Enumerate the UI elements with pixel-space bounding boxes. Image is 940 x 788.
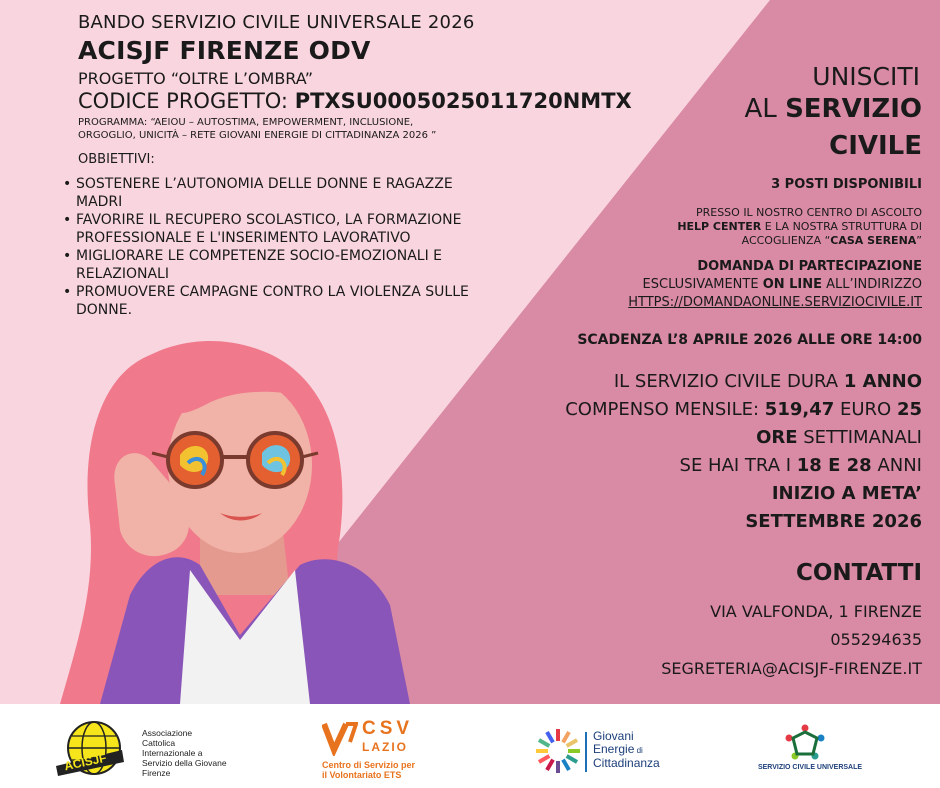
join-al: AL	[744, 94, 786, 124]
org-name: ACISJF FIRENZE ODV	[78, 36, 371, 65]
pay-line	[462, 396, 922, 424]
divider	[585, 732, 587, 772]
help-center: HELP CENTER	[677, 220, 762, 233]
locations-line: PRESSO IL NOSTRO CENTRO DI ASCOLTO	[695, 206, 922, 219]
servizio-civile-logo	[745, 722, 875, 782]
deadline: SCADENZA L’8 APRILE 2026 ALLE ORE 14:00	[577, 332, 922, 348]
application-text: ESCLUSIVAMENTE	[642, 277, 763, 292]
locations-line	[622, 220, 922, 234]
duration-value: 1 ANNO	[843, 371, 922, 392]
bando-title: BANDO SERVIZIO CIVILE UNIVERSALE 2026	[78, 12, 475, 33]
contacts-title: CONTATTI	[795, 560, 922, 586]
hours-value: 25	[896, 399, 922, 420]
contact-email[interactable]: SEGRETERIA@ACISJF-FIRENZE.IT	[661, 659, 922, 678]
locations-text: ”	[916, 234, 922, 247]
star-figures-icon	[783, 724, 827, 760]
age-range: 18 E 28	[796, 455, 872, 476]
sunburst-icon	[535, 728, 581, 774]
detail-text: ANNI	[871, 455, 922, 476]
objective-item: • PROMUOVERE CAMPAGNE CONTRO LA VIOLENZA SULLE DONNE.	[60, 283, 500, 319]
application-text: ALL’INDIRIZZO	[822, 277, 922, 292]
gec-word: di	[634, 746, 643, 755]
programme-text	[78, 116, 518, 142]
giovani-energie-logo	[535, 728, 695, 778]
application-title: DOMANDA DI PARTECIPAZIONE	[697, 259, 922, 274]
start-line: INIZIO A META’	[771, 483, 922, 504]
project-code-label: CODICE PROGETTO:	[78, 89, 295, 113]
online-bold: ON LINE	[762, 277, 823, 292]
application-url-link[interactable]: HTTPS://DOMANDAONLINE.SERVIZIOCIVILE.IT	[628, 295, 922, 310]
acisjf-logo	[52, 718, 232, 778]
csv-caption-line: il Volontariato ETS	[322, 770, 402, 780]
acisjf-logo-text: ACISJF	[63, 750, 108, 774]
join-heading-line2	[745, 94, 922, 124]
objective-item: • SOSTENERE L’AUTONOMIA DELLE DONNE E RAGAZZE MADRI	[60, 175, 500, 211]
locations-text: ACCOGLIENZA “	[741, 234, 831, 247]
service-locations	[622, 206, 922, 248]
gec-line: Giovani	[593, 729, 634, 743]
acisjf-caption-line: Internazionale a	[142, 748, 203, 758]
contact-address: VIA VALFONDA, 1 FIRENZE	[710, 602, 922, 621]
csv-v-icon	[322, 720, 358, 756]
application-info	[562, 258, 922, 312]
detail-text: SE HAI TRA I	[679, 455, 797, 476]
start-line: SETTEMBRE 2026	[745, 511, 922, 532]
csv-lazio-logo	[322, 720, 442, 780]
objectives-list	[60, 175, 500, 319]
detail-text: COMPENSO MENSILE:	[565, 399, 765, 420]
gec-word: Energie	[593, 742, 635, 756]
hours-bold: ORE	[756, 427, 798, 448]
acisjf-caption-line: Servizio della Giovane	[142, 758, 227, 768]
objectives-label: OBBIETTIVI:	[78, 152, 155, 167]
acisjf-caption-line: Firenze	[142, 768, 171, 778]
join-heading-line3: CIVILE	[829, 131, 922, 161]
project-name: PROGETTO “OLTRE L’OMBRA”	[78, 69, 314, 88]
acisjf-caption-line: Cattolica	[142, 738, 176, 748]
locations-text: E LA NOSTRA STRUTTURA DI	[761, 220, 922, 233]
detail-text: EURO	[834, 399, 897, 420]
footer-logos	[0, 704, 940, 788]
duration-line	[462, 368, 922, 396]
acisjf-caption-line: Associazione	[142, 728, 193, 738]
join-heading-line1: UNISCITI	[812, 62, 920, 91]
acisjf-caption	[142, 728, 242, 778]
locations-line	[622, 234, 922, 248]
contact-phone[interactable]: 055294635	[830, 630, 922, 649]
hours-line	[462, 424, 922, 452]
casa-serena: CASA SERENA	[830, 234, 917, 247]
detail-text: SETTIMANALI	[797, 427, 922, 448]
join-servizio: SERVIZIO	[785, 94, 922, 124]
csv-title: CSV	[362, 718, 414, 739]
gec-line	[593, 743, 660, 757]
programme-line: PROGRAMMA: “AEIOU – AUTOSTIMA, EMPOWERMENT, INCLUSIONE,	[78, 117, 414, 128]
csv-subtitle: LAZIO	[362, 740, 408, 754]
seats-available: 3 POSTI DISPONIBILI	[771, 177, 922, 192]
service-details	[462, 368, 922, 536]
giovani-energie-text	[593, 730, 660, 770]
pay-value: 519,47	[764, 399, 835, 420]
scu-caption: SERVIZIO CIVILE UNIVERSALE	[757, 764, 863, 771]
objective-item: • FAVORIRE IL RECUPERO SCOLASTICO, LA FORMAZIONE PROFESSIONALE E L'INSERIMENTO LAVORATIVO	[60, 211, 500, 247]
application-line	[562, 276, 922, 294]
detail-text: IL SERVIZIO CIVILE DURA	[613, 371, 844, 392]
csv-caption-line: Centro di Servizio per	[322, 760, 416, 770]
project-code	[78, 89, 632, 113]
objective-item: • MIGLIORARE LE COMPETENZE SOCIO-EMOZIONALI E RELAZIONALI	[60, 247, 500, 283]
acisjf-globe-icon	[52, 718, 128, 780]
age-line	[462, 452, 922, 480]
gec-line: Cittadinanza	[593, 756, 660, 770]
woman-sunglasses-illustration	[40, 335, 420, 704]
programme-line: ORGOGLIO, UNICITÀ – RETE GIOVANI ENERGIE DI CITTADINANZA 2026 ”	[78, 130, 437, 141]
project-code-value: PTXSU0005025011720NMTX	[294, 89, 632, 113]
